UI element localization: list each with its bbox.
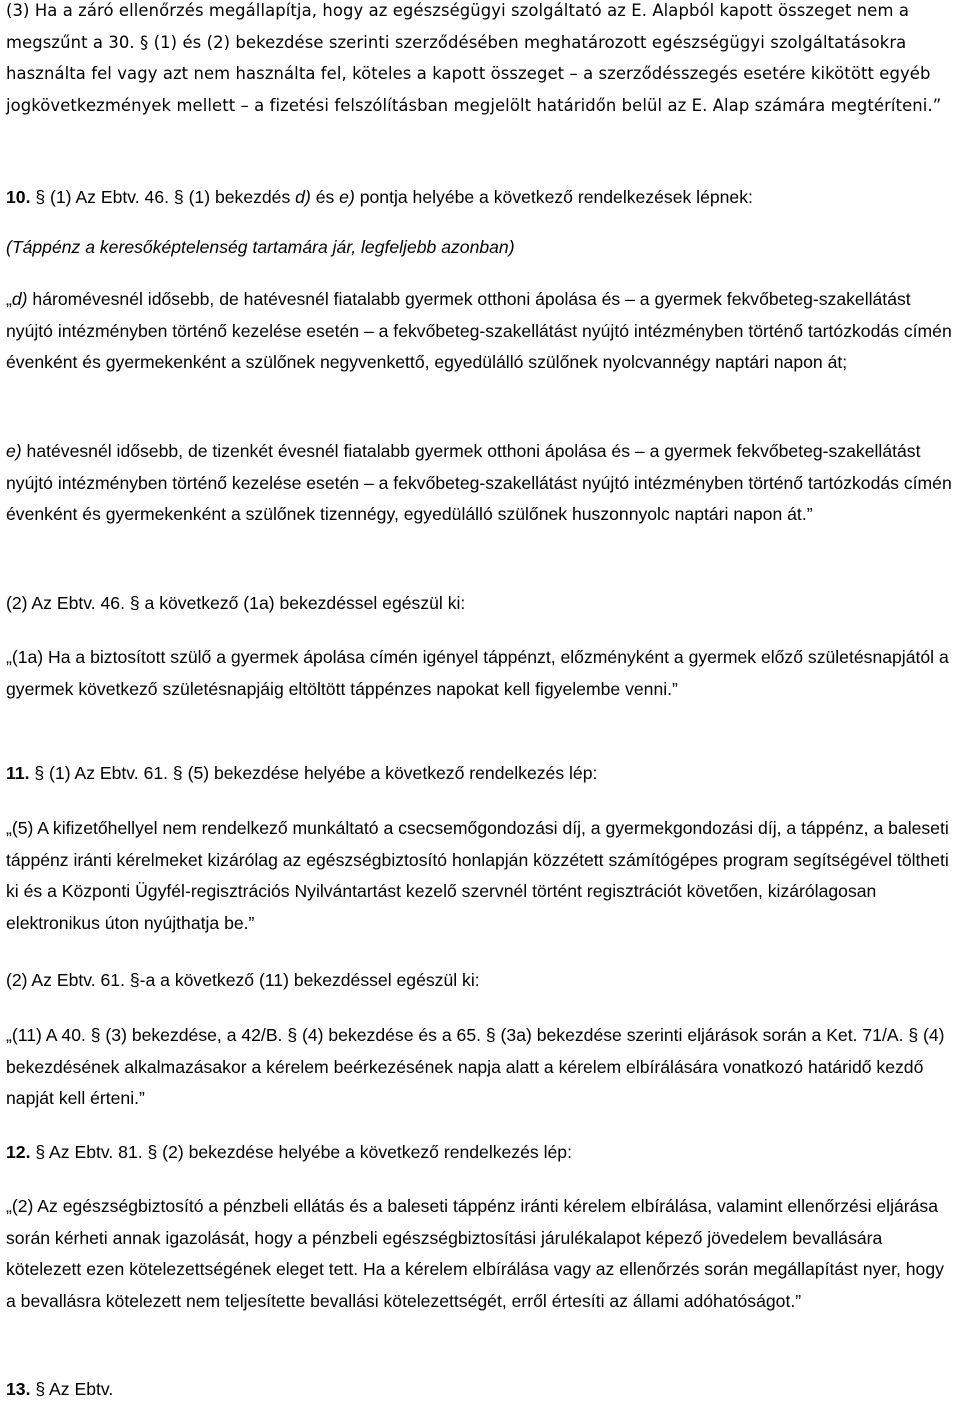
section-10-heading [6,182,956,214]
paragraph-5-text: „(5) A kifizetőhellyel nem rendelkező munkáltató a csecsemőgondozási díj, a gyermekgondozási díj, a táppénz, a baleseti táppénz iránti kérelmeket kizárólag az egészségbiztosító honlapján közzétett számítógépes program segítségével töltheti ki és a Központi Ügyfél-regisztrációs Nyilvántartást kezelő szervnél történt regisztrációt követően, kizárólagosan elektronikus úton nyújthatja be.” [6,818,949,933]
section-text: § (1) Az Ebtv. 61. § (5) bekezdése helyébe a következő rendelkezés lép: [29,763,598,783]
subsection-10-2-text: (2) Az Ebtv. 46. § a következő (1a) bekezdéssel egészül ki: [6,593,466,613]
section-text: § Az Ebtv. [30,1379,114,1399]
point-e-text: hatévesnél idősebb, de tizenkét évesnél fiatalabb gyermek otthoni ápolása és – a gyermek fekvőbeteg-szakellátást nyújtó intézményben történő kezelése esetén – a fekvőbeteg-szakellátást nyújtó intézményben történő tartózkodás címén évenként és gyermekenként a szülőnek tizennégy, egyedülálló szülőnek huszonnyolc naptári napon át.” [6,441,952,524]
point-d-label: d) [11,289,28,309]
point-e-ref: e) [339,187,355,207]
context-heading-text: (Táppénz a keresőképtelenség tartamára jár, legfeljebb azonban) [6,237,515,257]
point-e-paragraph [6,436,956,531]
opening-quote: „ [6,289,12,309]
section-number: 11. [6,763,30,783]
context-heading [6,232,956,264]
paragraph-12-2-text: „(2) Az egészségbiztosító a pénzbeli ellátás és a baleseti táppénz iránti kérelem elbírálása, valamint ellenőrzési eljárása során kérheti annak igazolását, hogy a pénzbeli egészségbiztosítási járulékalapot képező jövedelem bevallására kötelezett ezen kötelezettségének eleget tett. Ha a kérelem elbírálása vagy az ellenőrzés során megállapítást nyer, hogy a bevallásra kötelezett nem teljesítette bevallási kötelezettségét, erről értesíti az állami adóhatóságot.” [6,1196,944,1311]
section-text: § (1) Az Ebtv. 46. § (1) bekezdés [30,187,296,207]
paragraph-1a [6,642,956,705]
section-text: § Az Ebtv. 81. § (2) bekezdése helyébe a következő rendelkezés lép: [30,1142,572,1162]
paragraph-12-2 [6,1191,956,1317]
paragraph-5 [6,813,956,939]
section-number: 13. [6,1379,31,1399]
subsection-11-2 [6,965,956,997]
paragraph-intro-text: (3) Ha a záró ellenőrzés megállapítja, hogy az egészségügyi szolgáltató az E. Alapból kapott összeget nem a megszűnt a 30. § (1) és (2) bekezdése szerinti szerződésében meghatározott egészségügyi szolgáltatásokra használta fel vagy azt nem használta fel, köteles a kapott összeget – a szerződésszegés esetére kikötött egyéb jogkövetkezmények mellett – a fizetési felszólításban megjelölt határidőn belül az E. Alap számára megtéríteni.” [6,1,942,115]
section-11-heading [6,758,956,790]
point-d-ref: d) [295,187,311,207]
subsection-10-2 [6,588,956,620]
section-number: 10. [6,187,31,207]
paragraph-11 [6,1020,956,1115]
paragraph-intro [6,0,956,121]
section-text-rest: pontja helyébe a következő rendelkezések lépnek: [354,187,753,207]
section-number: 12. [6,1142,31,1162]
section-12-heading [6,1137,956,1169]
point-d-paragraph [6,284,956,379]
section-text-mid: és [310,187,340,207]
paragraph-11-text: „(11) A 40. § (3) bekezdése, a 42/B. § (4) bekezdése és a 65. § (3a) bekezdése szerinti eljárások során a Ket. 71/A. § (4) bekezdésének alkalmazásakor a kérelem beérkezésének napja alatt a kérelem elbírálására vonatkozó határidő kezdő napját kell érteni.” [6,1025,945,1108]
section-13-heading [6,1374,956,1406]
paragraph-1a-text: „(1a) Ha a biztosított szülő a gyermek ápolása címén igényel táppénzt, előzményként a gyermek előző születésnapjától a gyermek következő születésnapjáig eltöltött táppénzes napokat kell figyelembe venni.” [6,647,949,699]
point-e-label: e) [6,441,22,461]
subsection-11-2-text: (2) Az Ebtv. 61. §-a a következő (11) bekezdéssel egészül ki: [6,970,480,990]
point-d-text: háromévesnél idősebb, de hatévesnél fiatalabb gyermek otthoni ápolása és – a gyermek fekvőbeteg-szakellátást nyújtó intézményben történő kezelése esetén – a fekvőbeteg-szakellátást nyújtó intézményben történő tartózkodás címén évenként és gyermekenként a szülőnek negyvenkettő, egyedülálló szülőnek nyolcvannégy naptári napon át; [6,289,952,372]
